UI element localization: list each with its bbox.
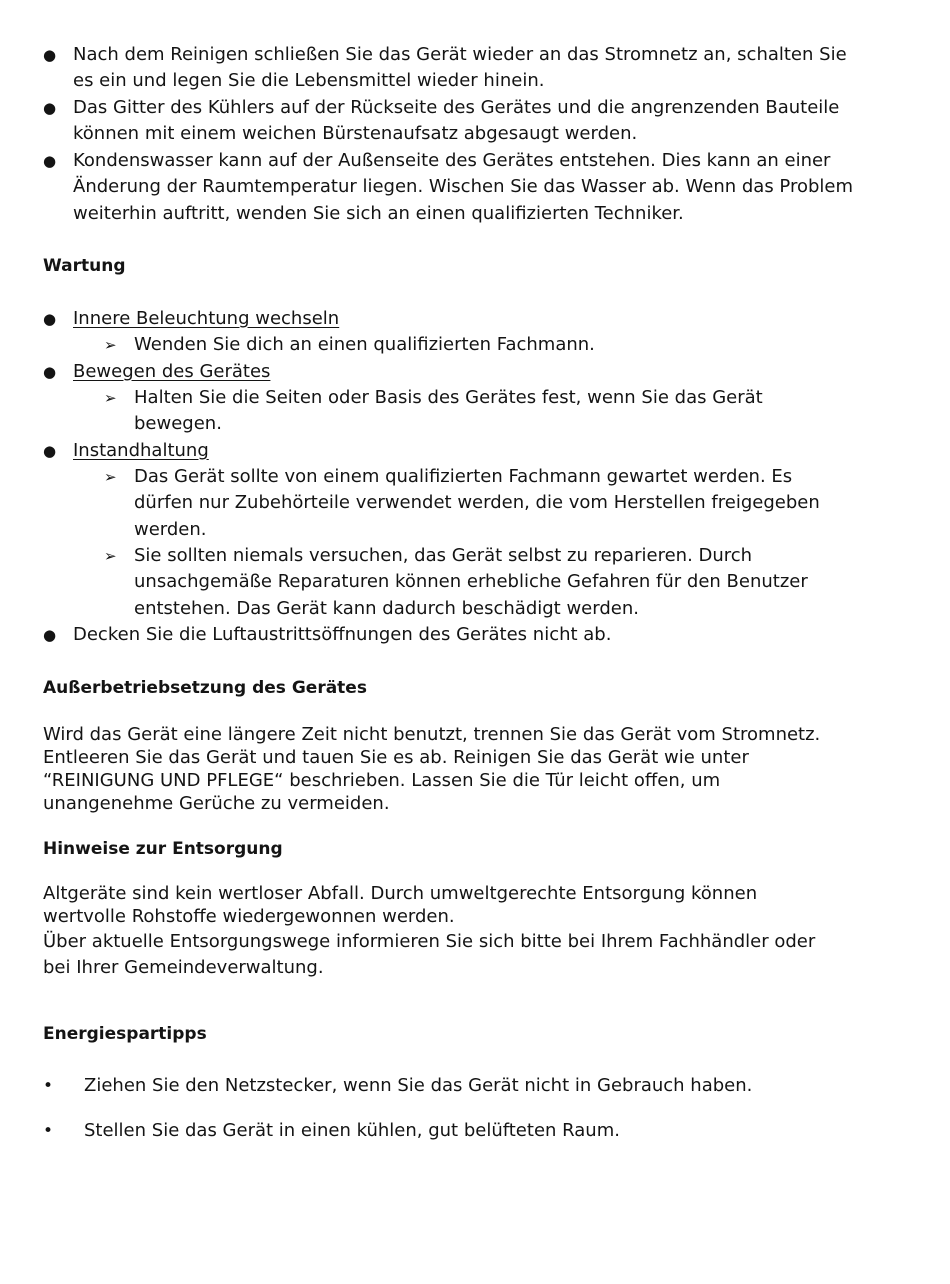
list-item: Decken Sie die Luftaustrittsöffnungen des Gerätes nicht ab. <box>73 624 612 645</box>
bullet-icon: ● <box>43 99 57 117</box>
arrow-bullet-icon: ➢ <box>104 547 117 565</box>
arrow-bullet-icon: ➢ <box>104 468 117 486</box>
section-heading-ausserbetriebsetzung: Außerbetriebsetzung des Gerätes <box>43 678 367 698</box>
sub-list-item: Halten Sie die Seiten oder Basis des Gerätes fest, wenn Sie das Gerät bewegen. <box>134 387 763 435</box>
list-item: Kondenswasser kann auf der Außenseite des Gerätes entstehen. Dies kann an einer Änderung der Raumtemperatur liegen. Wischen Sie das Wasser ab. Wenn das Problem weiterhin auftritt, wenden Sie sich an einen qualifizierten Techniker. <box>73 150 854 224</box>
bullet-icon: ● <box>43 626 57 644</box>
list-item-title: Bewegen des Gerätes <box>73 361 271 382</box>
list-item: Ziehen Sie den Netzstecker, wenn Sie das Gerät nicht in Gebrauch haben. <box>84 1075 753 1096</box>
paragraph: Wird das Gerät eine längere Zeit nicht benutzt, trennen Sie das Gerät vom Stromnetz. Entleeren Sie das Gerät und tauen Sie es ab. Reinigen Sie das Gerät wie unter “REINIGUNG UND PFLEGE“ beschrieben. Lassen Sie die Tür leicht offen, um unangenehme Gerüche zu vermeiden. <box>43 724 821 814</box>
paragraph: Über aktuelle Entsorgungswege informieren Sie sich bitte bei Ihrem Fachhändler oder bei Ihrer Gemeindeverwaltung. <box>43 931 816 978</box>
bullet-icon: ● <box>43 442 57 460</box>
arrow-bullet-icon: ➢ <box>104 336 117 354</box>
sub-list-item: Wenden Sie dich an einen qualifizierten Fachmann. <box>134 334 595 355</box>
list-item: Nach dem Reinigen schließen Sie das Gerät wieder an das Stromnetz an, schalten Sie es ein und legen Sie die Lebensmittel wieder hinein. <box>73 44 847 92</box>
bullet-icon: • <box>43 1076 54 1096</box>
list-item: Stellen Sie das Gerät in einen kühlen, gut belüfteten Raum. <box>84 1120 620 1141</box>
bullet-icon: ● <box>43 152 57 170</box>
bullet-icon: ● <box>43 46 57 64</box>
sub-list-item: Sie sollten niemals versuchen, das Gerät selbst zu reparieren. Durch unsachgemäße Reparaturen können erhebliche Gefahren für den Benutzer entstehen. Das Gerät kann dadurch beschädigt werden. <box>134 545 808 619</box>
list-item-title: Innere Beleuchtung wechseln <box>73 308 340 329</box>
section-heading-wartung: Wartung <box>43 256 126 276</box>
sub-list-item: Das Gerät sollte von einem qualifizierten Fachmann gewartet werden. Es dürfen nur Zubehörteile verwendet werden, die vom Herstellen freigegeben werden. <box>134 466 820 540</box>
bullet-icon: • <box>43 1121 54 1141</box>
bullet-icon: ● <box>43 310 57 328</box>
arrow-bullet-icon: ➢ <box>104 389 117 407</box>
bullet-icon: ● <box>43 363 57 381</box>
section-heading-energiespartipps: Energiespartipps <box>43 1024 207 1044</box>
section-heading-entsorgung: Hinweise zur Entsorgung <box>43 839 283 859</box>
paragraph: Altgeräte sind kein wertloser Abfall. Durch umweltgerechte Entsorgung können wertvolle Rohstoffe wiedergewonnen werden. <box>43 883 758 927</box>
list-item-title: Instandhaltung <box>73 440 209 461</box>
list-item: Das Gitter des Kühlers auf der Rückseite des Gerätes und die angrenzenden Bauteile können mit einem weichen Bürstenaufsatz abgesaugt werden. <box>73 97 840 145</box>
